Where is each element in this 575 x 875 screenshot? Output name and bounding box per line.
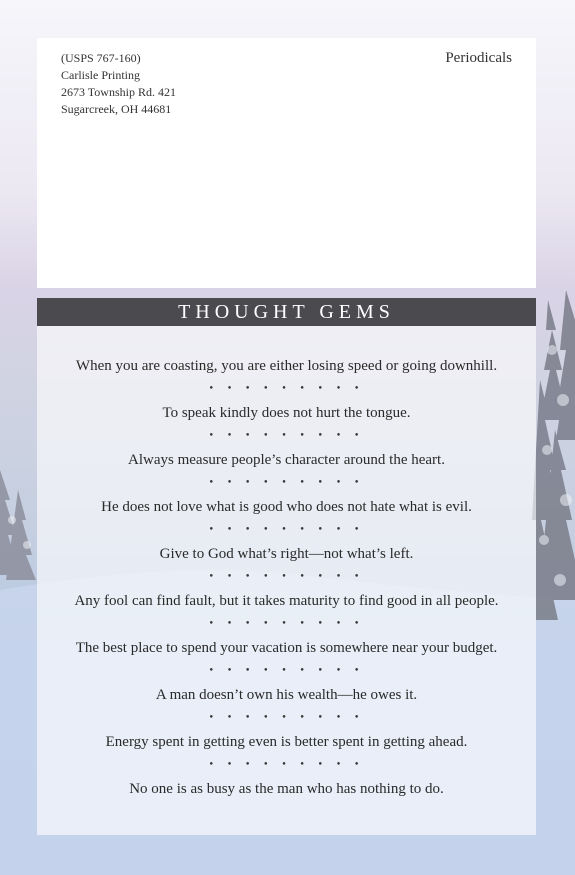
dot-divider: • • • • • • • • • [208, 760, 365, 770]
dot-divider: • • • • • • • • • [208, 572, 365, 582]
dot-divider: • • • • • • • • • [208, 666, 365, 676]
usps-number: (USPS 767-160) [61, 51, 141, 65]
dot-divider: • • • • • • • • • [208, 478, 365, 488]
quote-item: Always measure people’s character around the heart. [128, 452, 445, 468]
quote-item: Energy spent in getting even is better spent in getting ahead. [105, 734, 468, 750]
quote-item: Give to God what’s right—not what’s left. [159, 546, 414, 562]
mailing-address [61, 50, 176, 118]
dot-divider: • • • • • • • • • [208, 619, 365, 629]
thought-gems-panel [37, 298, 536, 835]
quote-item: A man doesn’t own his wealth—he owes it. [155, 687, 418, 703]
postage-class-label: Periodicals [445, 50, 512, 66]
dot-divider: • • • • • • • • • [208, 713, 365, 723]
quotes-list [37, 356, 536, 799]
quote-item: To speak kindly does not hurt the tongue. [162, 405, 411, 421]
dot-divider: • • • • • • • • • [208, 525, 365, 535]
section-title: THOUGHT GEMS [37, 298, 536, 326]
quote-item: No one is as busy as the man who has nothing to do. [129, 781, 444, 797]
dot-divider: • • • • • • • • • [208, 384, 365, 394]
quote-item: When you are coasting, you are either losing speed or going downhill. [75, 358, 498, 374]
mailing-address-panel [37, 38, 536, 288]
quote-item: Any fool can find fault, but it takes maturity to find good in all people. [74, 593, 499, 609]
publisher-name: Carlisle Printing [61, 68, 140, 82]
dot-divider: • • • • • • • • • [208, 431, 365, 441]
quote-item: The best place to spend your vacation is somewhere near your budget. [75, 640, 498, 656]
street-address: 2673 Township Rd. 421 [61, 85, 176, 99]
quote-item: He does not love what is good who does not hate what is evil. [101, 499, 472, 515]
city-state-zip: Sugarcreek, OH 44681 [61, 102, 172, 116]
